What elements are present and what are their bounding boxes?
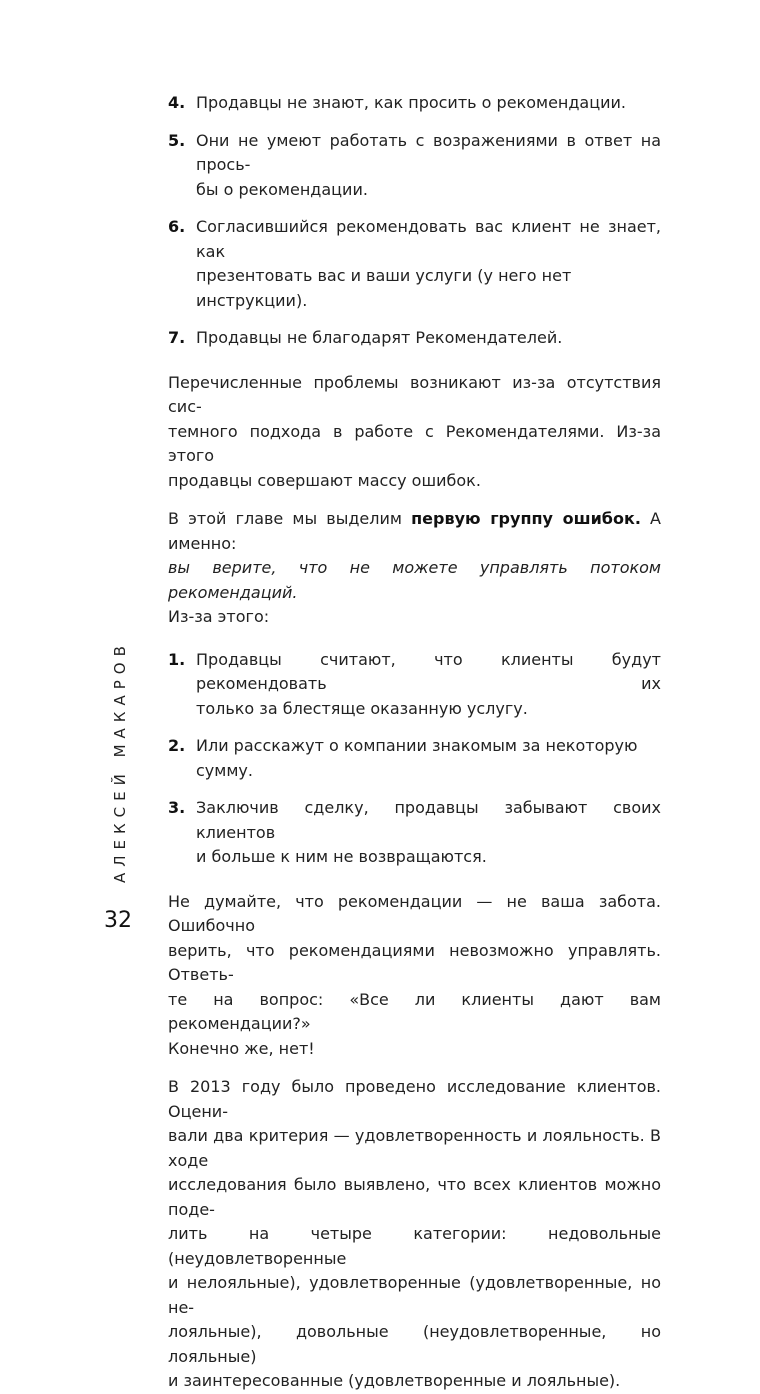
- paragraph-line: лояльные), довольные (неудовлетворенные, но лояльные): [168, 1322, 661, 1366]
- paragraph-dont-think: [168, 890, 661, 1062]
- paragraph-line: [168, 556, 661, 605]
- paragraph-line: Конечно же, нет!: [168, 1038, 315, 1058]
- paragraph-line: и заинтересованные (удовлетворенные и лояльные).: [168, 1371, 621, 1390]
- paragraph-problems: [168, 371, 661, 494]
- list-item-line: Согласившийся рекомендовать вас клиент не знает, как: [196, 217, 661, 261]
- paragraph-line: Перечисленные проблемы возникают из-за отсутствия сис-: [168, 372, 661, 416]
- paragraph-line: вали два критерия — удовлетворенность и лояльность. В ходе: [168, 1126, 661, 1170]
- list-item-line: Продавцы считают, что клиенты будут рекомендовать их: [196, 649, 661, 693]
- list-item-text: Или расскажут о компании знакомым за некоторую сумму.: [196, 736, 638, 780]
- paragraph-line: те на вопрос: «Все ли клиенты дают вам рекомендации?»: [168, 989, 661, 1033]
- list-number: 2.: [168, 736, 186, 755]
- paragraph-line: [168, 507, 661, 556]
- list-item-line: презентовать вас и ваши услуги (у него нет инструкции).: [196, 266, 572, 310]
- list-item-text: Продавцы не знают, как просить о рекомендации.: [196, 93, 627, 112]
- list-item-line: и больше к ним не возвращаются.: [196, 847, 487, 866]
- page-number: 32: [104, 908, 132, 933]
- paragraph-line: верить, что рекомендациями невозможно управлять. Ответь-: [168, 940, 661, 984]
- list-item-line: Они не умеют работать с возражениями в ответ на прось-: [196, 130, 661, 174]
- list-item-5: [168, 129, 661, 203]
- paragraph-line: лить на четыре категории: недовольные (неудовлетворенные: [168, 1224, 661, 1268]
- paragraph-line: и нелояльные), удовлетворенные (удовлетворенные, но не-: [168, 1273, 661, 1317]
- list-item-line: Заключив сделку, продавцы забывают своих клиентов: [196, 798, 661, 842]
- list-item-line: бы о рекомендации.: [196, 179, 368, 199]
- paragraph-line: темного подхода в работе с Рекомендателями. Из-за этого: [168, 421, 661, 465]
- list-number: 7.: [168, 328, 186, 347]
- paragraph-line: Не думайте, что рекомендации — не ваша забота. Ошибочно: [168, 891, 661, 935]
- italic-statement: вы верите, что не можете управлять потоком рекомендаций.: [168, 558, 661, 602]
- list-item-text: Продавцы не благодарят Рекомендателей.: [196, 328, 563, 347]
- paragraph-line: исследования было выявлено, что всех клиентов можно поде-: [168, 1175, 661, 1219]
- bold-term: первую группу ошибок.: [411, 509, 641, 528]
- paragraph-text: А именно:: [168, 509, 661, 553]
- author-name-vertical: АЛЕКСЕЙ МАКАРОВ: [111, 640, 129, 883]
- page-body-text: [168, 91, 661, 1394]
- list-item-1: [168, 648, 661, 722]
- list-item-3: [168, 796, 661, 870]
- paragraph-line: Из-за этого:: [168, 607, 270, 626]
- list-number: 1.: [168, 649, 186, 669]
- paragraph-text: В этой главе мы выделим: [168, 509, 412, 528]
- paragraph-first-group: [168, 507, 661, 630]
- list-number: 4.: [168, 93, 186, 112]
- list-number: 6.: [168, 217, 186, 236]
- list-number: 5.: [168, 130, 186, 150]
- list-item-6: [168, 215, 661, 313]
- list-number: 3.: [168, 798, 186, 817]
- list-item-7: [168, 326, 661, 351]
- list-item-4: [168, 91, 661, 116]
- paragraph-line: В 2013 году было проведено исследование клиентов. Оцени-: [168, 1077, 661, 1121]
- paragraph-line: продавцы совершают массу ошибок.: [168, 470, 481, 490]
- list-item-line: только за блестяще оказанную услугу.: [196, 698, 528, 718]
- paragraph-research: [168, 1075, 661, 1394]
- list-item-2: [168, 734, 661, 783]
